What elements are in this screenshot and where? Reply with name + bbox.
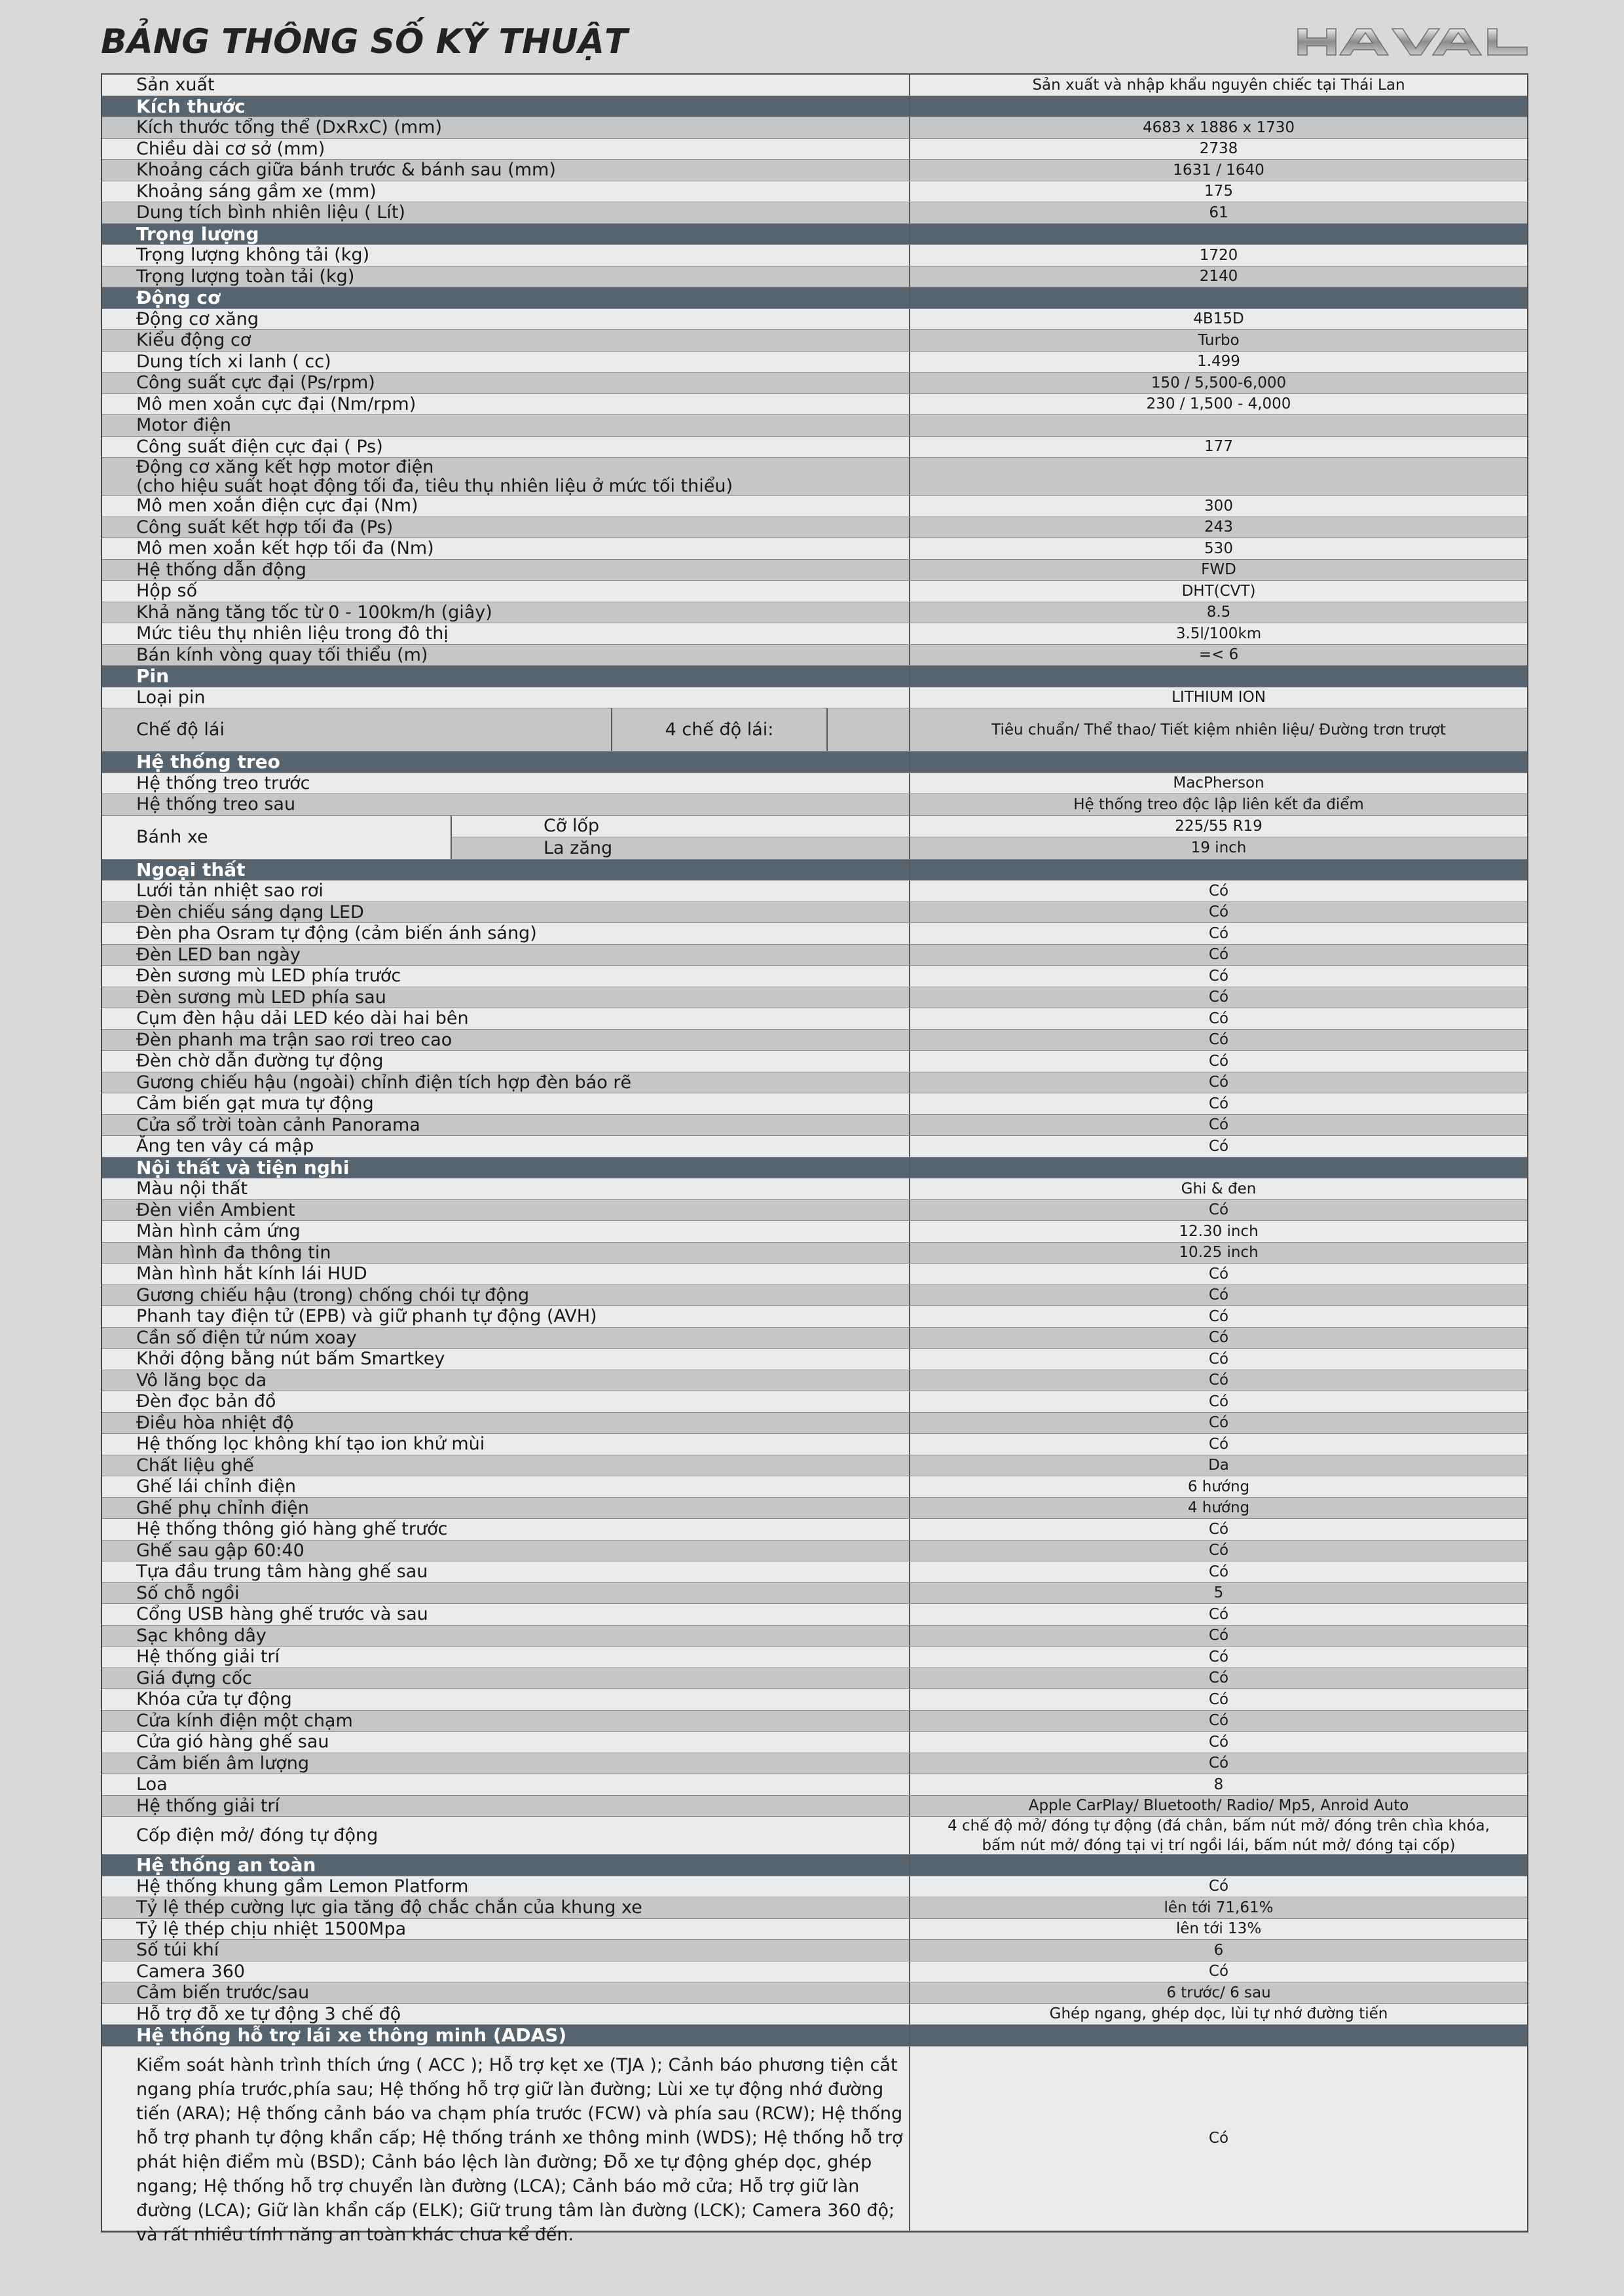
spec-row — [102, 415, 1527, 437]
spec-value: LITHIUM ION — [1172, 689, 1266, 706]
spec-value: Có — [1208, 1137, 1229, 1155]
spec-value: 243 — [1204, 519, 1233, 536]
spec-label: Sạc không dây — [102, 1626, 910, 1647]
spec-value — [910, 458, 1527, 495]
spec-value: Có — [1208, 1648, 1229, 1666]
section-value — [910, 1157, 1527, 1178]
spec-label: Hệ thống khung gầm Lemon Platform — [102, 1876, 910, 1897]
spec-row — [102, 1413, 1527, 1434]
section-header — [102, 2025, 1527, 2047]
spec-label: Ăng ten vây cá mập — [102, 1136, 910, 1157]
spec-label: Loại pin — [102, 687, 910, 708]
spec-value: 4 chế độ mở/ đóng tự động (đá chân, bấm nút mở/ đóng trên chìa khóa, bấm nút mở/ đóng tại vị trí ngồi lái, bấm nút mở/ đóng tại cốp) — [948, 1817, 1490, 1854]
spec-row — [102, 1243, 1527, 1264]
spec-row — [102, 75, 1527, 96]
spec-row — [102, 1689, 1527, 1711]
spec-row — [102, 1982, 1527, 2004]
page-title: BẢNG THÔNG SỐ KỸ THUẬT — [101, 22, 628, 62]
spec-value: Có — [1208, 1116, 1229, 1134]
section-title: Trọng lượng — [102, 224, 910, 245]
spec-label: Mức tiêu thụ nhiên liệu trong đô thị — [102, 623, 910, 644]
spec-value: Có — [1208, 1414, 1229, 1432]
spec-label: Cửa gió hàng ghế sau — [102, 1732, 910, 1753]
spec-label: Dung tích bình nhiên liệu ( Lít) — [102, 202, 910, 223]
spec-row — [102, 1051, 1527, 1072]
spec-value: Có — [1208, 1052, 1229, 1070]
spec-row — [102, 1093, 1527, 1115]
spec-row — [102, 881, 1527, 902]
spec-row — [102, 923, 1527, 945]
tire-size-value: 225/55 R19 — [1175, 817, 1263, 835]
spec-value: Có — [1208, 1563, 1229, 1580]
spec-label: Tựa đầu trung tâm hàng ghế sau — [102, 1561, 910, 1582]
spec-value: Có — [1208, 967, 1229, 985]
section-value — [910, 666, 1527, 687]
spec-label: Mô men xoắn cực đại (Nm/rpm) — [102, 394, 910, 415]
section-title: Hệ thống an toàn — [102, 1855, 910, 1876]
rim-size-row — [452, 837, 1527, 859]
spec-label: Tỷ lệ thép chịu nhiệt 1500Mpa — [102, 1919, 910, 1940]
spec-value: 230 / 1,500 - 4,000 — [1146, 395, 1291, 413]
spec-value: Có — [1208, 1095, 1229, 1112]
spec-label: Camera 360 — [102, 1961, 910, 1982]
section-value — [910, 752, 1527, 773]
spec-value: 530 — [1204, 539, 1233, 557]
spec-value: 150 / 5,500-6,000 — [1151, 374, 1287, 392]
spec-label: Đèn đọc bản đồ — [102, 1391, 910, 1412]
spec-label: Đèn sương mù LED phía sau — [102, 987, 910, 1008]
spec-row — [102, 496, 1527, 517]
spec-label: Hệ thống thông gió hàng ghế trước — [102, 1519, 910, 1540]
spec-row — [102, 1221, 1527, 1243]
tire-size-row — [452, 816, 1527, 837]
spec-label: Số chỗ ngồi — [102, 1583, 910, 1604]
spec-value: Có — [1208, 903, 1229, 921]
spec-row — [102, 1178, 1527, 1200]
spec-value: Có — [1208, 882, 1229, 900]
spec-value: 300 — [1204, 497, 1233, 515]
spec-row — [102, 1030, 1527, 1051]
spec-value: Có — [1208, 1329, 1229, 1347]
spec-row — [102, 266, 1527, 288]
spec-label: Màn hình đa thông tin — [102, 1243, 910, 1264]
spec-label: Vô lăng bọc da — [102, 1370, 910, 1391]
spec-value: 1720 — [1199, 246, 1238, 264]
spec-table — [101, 73, 1528, 2245]
spec-label: Hỗ trợ đỗ xe tự động 3 chế độ — [102, 2004, 910, 2025]
spec-label: Lưới tản nhiệt sao rơi — [102, 881, 910, 902]
spec-label: Mô men xoắn điện cực đại (Nm) — [102, 496, 910, 517]
spec-label: Màu nội thất — [102, 1178, 910, 1199]
spec-row — [102, 309, 1527, 331]
spec-row — [102, 902, 1527, 924]
spec-row — [102, 645, 1527, 666]
spec-row — [102, 773, 1527, 795]
spec-row — [102, 330, 1527, 352]
section-title: Hệ thống hỗ trợ lái xe thông minh (ADAS) — [102, 2025, 910, 2046]
spec-label: Khả năng tăng tốc từ 0 - 100km/h (giây) — [102, 602, 910, 623]
spec-label: Hệ thống giải trí — [102, 1647, 910, 1667]
spec-value: Có — [1208, 1010, 1229, 1027]
spec-row — [102, 245, 1527, 266]
spec-label: Ghế sau gập 60:40 — [102, 1540, 910, 1561]
spec-row — [102, 1328, 1527, 1349]
wheels-label: Bánh xe — [102, 816, 452, 859]
spec-value: Có — [1208, 1669, 1229, 1687]
spec-row — [102, 1349, 1527, 1370]
spec-label: Chiều dài cơ sở (mm) — [102, 139, 910, 160]
spec-row — [102, 1434, 1527, 1455]
spec-row — [102, 1604, 1527, 1626]
section-value — [910, 2025, 1527, 2046]
section-value — [910, 1855, 1527, 1876]
spec-row — [102, 1115, 1527, 1137]
section-header — [102, 1855, 1527, 1876]
spec-value: Ghi & đen — [1181, 1180, 1257, 1197]
section-header — [102, 287, 1527, 309]
spec-value: Hệ thống treo độc lập liên kết đa điểm — [1073, 795, 1364, 813]
spec-label: Khoảng cách giữa bánh trước & bánh sau (mm) — [102, 160, 910, 181]
section-value — [910, 287, 1527, 308]
spec-label: Ghế lái chỉnh điện — [102, 1476, 910, 1497]
spec-row — [102, 1711, 1527, 1732]
spec-row — [102, 394, 1527, 416]
spec-value: Turbo — [1198, 331, 1240, 349]
spec-row — [102, 1008, 1527, 1030]
spec-row — [102, 1647, 1527, 1668]
spec-row — [102, 1796, 1527, 1817]
spec-row — [102, 1897, 1527, 1919]
spec-value: 175 — [1204, 183, 1233, 200]
spec-row — [102, 117, 1527, 139]
spec-row — [102, 1136, 1527, 1157]
spec-label: Đèn chờ dẫn đường tự động — [102, 1051, 910, 1072]
spec-label: Điều hòa nhiệt độ — [102, 1413, 910, 1434]
spec-label: Tỷ lệ thép cường lực gia tăng độ chắc chắn của khung xe — [102, 1897, 910, 1918]
spec-label: Công suất điện cực đại ( Ps) — [102, 437, 910, 458]
section-title: Động cơ — [102, 287, 910, 308]
spec-value: Có — [1208, 1074, 1229, 1091]
spec-value: 1.499 — [1197, 353, 1240, 371]
spec-row — [102, 1940, 1527, 1961]
tire-size-label: Cỡ lốp — [452, 816, 910, 837]
spec-label: Đèn pha Osram tự động (cảm biến ánh sáng) — [102, 923, 910, 944]
spec-label: Hệ thống treo trước — [102, 773, 910, 794]
spec-value: 4683 x 1886 x 1730 — [1142, 118, 1295, 136]
spec-label: Kích thước tổng thể (DxRxC) (mm) — [102, 117, 910, 138]
spec-row — [102, 687, 1527, 709]
adas-features-value: Có — [1208, 2130, 1229, 2147]
spec-row — [102, 560, 1527, 581]
spec-row — [102, 1961, 1527, 1983]
spec-label: Động cơ xăng kết hợp motor điện (cho hiệu suất hoạt động tối đa, tiêu thụ nhiên liệu ở mức tối thiểu) — [102, 458, 910, 495]
spec-value: Có — [1208, 1878, 1229, 1895]
spec-label: Kiểu động cơ — [102, 330, 910, 351]
spec-value: FWD — [1201, 561, 1236, 579]
spec-value: Có — [1208, 1201, 1229, 1219]
spec-label: Cốp điện mở/ đóng tự động — [102, 1817, 910, 1854]
spec-label: Cửa sổ trời toàn cảnh Panorama — [102, 1115, 910, 1136]
spec-row — [102, 202, 1527, 224]
section-header — [102, 666, 1527, 687]
section-title: Pin — [102, 666, 910, 687]
spec-label: Cảm biến âm lượng — [102, 1753, 910, 1774]
spec-row — [102, 1583, 1527, 1605]
spec-row — [102, 437, 1527, 458]
spec-row — [102, 966, 1527, 987]
spec-value: Có — [1208, 989, 1229, 1006]
spec-row — [102, 1498, 1527, 1520]
spec-row — [102, 581, 1527, 602]
spec-label: Khởi động bằng nút bấm Smartkey — [102, 1349, 910, 1370]
spec-label: Công suất cực đại (Ps/rpm) — [102, 373, 910, 393]
spec-label: Cần số điện tử núm xoay — [102, 1328, 910, 1349]
spec-label: Đèn viền Ambient — [102, 1200, 910, 1221]
spec-label: Phanh tay điện tử (EPB) và giữ phanh tự động (AVH) — [102, 1306, 910, 1327]
rim-size-value: 19 inch — [1190, 839, 1247, 856]
section-value — [910, 96, 1527, 117]
spec-row — [102, 1370, 1527, 1392]
spec-value: 177 — [1204, 438, 1233, 456]
spec-value: 5 — [1213, 1584, 1224, 1602]
spec-row — [102, 160, 1527, 181]
spec-row — [102, 1455, 1527, 1477]
spec-value: Sản xuất và nhập khẩu nguyên chiếc tại Thái Lan — [1032, 76, 1405, 94]
spec-label: Cửa kính điện một chạm — [102, 1711, 910, 1732]
spec-value: Có — [1208, 1286, 1229, 1304]
spec-row — [102, 1285, 1527, 1307]
spec-value: Ghép ngang, ghép dọc, lùi tự nhớ đường tiến — [1049, 2005, 1388, 2023]
spec-label: Động cơ xăng — [102, 309, 910, 330]
section-title: Hệ thống treo — [102, 752, 910, 773]
spec-value: lên tới 13% — [1175, 1920, 1262, 1938]
spec-value: Có — [1208, 1265, 1229, 1283]
spec-label: Đèn phanh ma trận sao rơi treo cao — [102, 1030, 910, 1051]
section-value — [910, 224, 1527, 245]
spec-label: Bán kính vòng quay tối thiểu (m) — [102, 645, 910, 666]
spec-row — [102, 794, 1527, 816]
spec-value: 2738 — [1199, 140, 1238, 158]
spec-value: Có — [1208, 1307, 1229, 1325]
spec-label: Gương chiếu hậu (ngoài) chỉnh điện tích hợp đèn báo rẽ — [102, 1072, 910, 1093]
spec-label: Hệ thống lọc không khí tạo ion khử mùi — [102, 1434, 910, 1455]
spec-label: Trọng lượng không tải (kg) — [102, 245, 910, 266]
section-header — [102, 1157, 1527, 1179]
spec-row — [102, 1200, 1527, 1222]
spec-row — [102, 1817, 1527, 1855]
spec-row — [102, 1391, 1527, 1413]
spec-row — [102, 945, 1527, 966]
spec-label: Gương chiếu hậu (trong) chống chói tự động — [102, 1285, 910, 1306]
spec-row — [102, 1476, 1527, 1498]
spec-label: Đèn LED ban ngày — [102, 945, 910, 966]
spec-label: Đèn sương mù LED phía trước — [102, 966, 910, 987]
spec-row — [102, 181, 1527, 203]
spec-row — [102, 2004, 1527, 2026]
spec-value: Có — [1208, 1435, 1229, 1453]
wheels-row — [102, 816, 1527, 860]
section-header — [102, 860, 1527, 881]
spec-value: Có — [1208, 1605, 1229, 1623]
spec-row — [102, 1626, 1527, 1647]
spec-row — [102, 987, 1527, 1009]
spec-row — [102, 139, 1527, 160]
section-header — [102, 224, 1527, 246]
spec-row — [102, 1732, 1527, 1753]
spec-row — [102, 1072, 1527, 1094]
spec-value: Da — [1208, 1457, 1229, 1474]
drive-modes-value: Tiêu chuẩn/ Thể thao/ Tiết kiệm nhiên liệu/ Đường trơn trượt — [991, 721, 1446, 738]
spec-value: Có — [1208, 1627, 1229, 1645]
spec-value: 4 hướng — [1187, 1499, 1250, 1517]
spec-value: 3.5l/100km — [1175, 625, 1262, 642]
section-header — [102, 752, 1527, 773]
spec-label: Hộp số — [102, 581, 910, 602]
spec-label: Giá đựng cốc — [102, 1668, 910, 1689]
spec-row — [102, 602, 1527, 624]
spec-value: Có — [1208, 1755, 1229, 1772]
rim-size-label: La zăng — [452, 837, 910, 859]
spec-label: Màn hình hắt kính lái HUD — [102, 1264, 910, 1285]
drive-modes-row — [102, 708, 1527, 752]
spec-row — [102, 517, 1527, 539]
haval-logo — [1297, 26, 1528, 58]
spec-value: Có — [1208, 1350, 1229, 1368]
spec-value: 8.5 — [1206, 604, 1231, 621]
spec-value: Có — [1208, 1712, 1229, 1730]
spec-label: Cảm biến trước/sau — [102, 1982, 910, 2003]
spec-value: MacPherson — [1173, 774, 1264, 792]
spec-row — [102, 623, 1527, 645]
spec-label: Số túi khí — [102, 1940, 910, 1961]
spec-row — [102, 1876, 1527, 1898]
spec-value — [910, 415, 1527, 436]
spec-row — [102, 1919, 1527, 1941]
spec-value: 6 — [1213, 1941, 1224, 1959]
spec-value: Apple CarPlay/ Bluetooth/ Radio/ Mp5, Anroid Auto — [1028, 1797, 1409, 1815]
spec-label: Mô men xoắn kết hợp tối đa (Nm) — [102, 538, 910, 559]
section-header — [102, 96, 1527, 118]
spec-label: Trọng lượng toàn tải (kg) — [102, 266, 910, 287]
spec-row — [102, 458, 1527, 496]
spec-label: Khóa cửa tự động — [102, 1689, 910, 1710]
spec-row — [102, 352, 1527, 373]
spec-row — [102, 373, 1527, 394]
spec-value: Có — [1208, 1963, 1229, 1980]
spec-value: 4B15D — [1193, 310, 1244, 328]
spec-value: =< 6 — [1198, 646, 1239, 664]
spec-label: Cảm biến gạt mưa tự động — [102, 1093, 910, 1114]
spec-value: 6 trước/ 6 sau — [1166, 1984, 1271, 2001]
spec-value: Có — [1208, 1542, 1229, 1559]
spec-value: Có — [1208, 1372, 1229, 1389]
adas-features-row — [102, 2047, 1527, 2245]
section-title: Ngoại thất — [102, 860, 910, 881]
spec-row — [102, 1264, 1527, 1285]
spec-row — [102, 1540, 1527, 1562]
spec-label: Ghế phụ chỉnh điện — [102, 1498, 910, 1519]
spec-row — [102, 538, 1527, 560]
spec-label: Khoảng sáng gầm xe (mm) — [102, 181, 910, 202]
spec-row — [102, 1753, 1527, 1775]
spec-value: Có — [1208, 1690, 1229, 1708]
spec-label: Cụm đèn hậu dải LED kéo dài hai bên — [102, 1008, 910, 1029]
spec-value: 61 — [1209, 204, 1228, 221]
drive-modes-sublabel: 4 chế độ lái: — [612, 708, 828, 751]
section-title: Kích thước — [102, 96, 910, 117]
spec-value: 2140 — [1199, 268, 1238, 285]
spec-value: lên tới 71,61% — [1164, 1899, 1274, 1916]
drive-modes-label: Chế độ lái — [102, 708, 612, 751]
spec-row — [102, 1668, 1527, 1690]
spec-value: 10.25 inch — [1179, 1244, 1259, 1262]
spec-row — [102, 1774, 1527, 1796]
spec-label: Hệ thống giải trí — [102, 1796, 910, 1817]
spec-value: Có — [1208, 1031, 1229, 1049]
spec-label: Chất liệu ghế — [102, 1455, 910, 1476]
spec-row — [102, 1519, 1527, 1540]
spec-label: Sản xuất — [102, 75, 910, 96]
spec-value: Có — [1208, 1733, 1229, 1751]
spec-value: 8 — [1213, 1776, 1224, 1793]
spec-value: Có — [1208, 1393, 1229, 1410]
spec-value: Có — [1208, 946, 1229, 964]
spec-value: 1631 / 1640 — [1173, 161, 1264, 179]
spec-value: Có — [1208, 924, 1229, 942]
spec-label: Đèn chiếu sáng dạng LED — [102, 902, 910, 923]
drive-modes-spacer — [828, 708, 910, 751]
spec-row — [102, 1561, 1527, 1583]
spec-value: Có — [1208, 1520, 1229, 1538]
spec-label: Loa — [102, 1774, 910, 1795]
spec-value: 12.30 inch — [1179, 1222, 1259, 1240]
spec-label: Công suất kết hợp tối đa (Ps) — [102, 517, 910, 538]
spec-label: Motor điện — [102, 415, 910, 436]
spec-value: 6 hướng — [1187, 1478, 1250, 1495]
adas-features-label: Kiểm soát hành trình thích ứng ( ACC ); Hỗ trợ kẹt xe (TJA ); Cảnh báo phương tiện cắt ngang phía trước,phía sau; Hệ thống hỗ trợ giữ làn đường; Lùi xe tự động nhớ đường tiến (ARA); Hệ thống cảnh báo va chạm phía trước (FCW) và phía sau (RCW); Hệ thống hỗ trợ phanh tự động khẩn cấp; Hệ thống tránh xe thông minh (WDS); Hệ thống hỗ trợ phát hiện điểm mù (BSD); Cảnh báo lệch làn đường; Đỗ xe tự động ghép dọc, ghép ngang; Hệ thống hỗ trợ chuyển làn đường (LCA); Cảnh báo mở cửa; Hỗ trợ giữ làn đường (LCA); Giữ làn khẩn cấp (ELK); Giữ trung tâm làn đường (LCK); Camera 360 độ; và rất nhiều tính năng an toàn khác chưa kể đến. — [102, 2047, 910, 2231]
section-value — [910, 860, 1527, 881]
spec-label: Cổng USB hàng ghế trước và sau — [102, 1604, 910, 1625]
spec-label: Dung tích xi lanh ( cc) — [102, 352, 910, 373]
spec-label: Màn hình cảm ứng — [102, 1221, 910, 1242]
spec-row — [102, 1306, 1527, 1328]
spec-value: DHT(CVT) — [1181, 582, 1256, 600]
spec-label: Hệ thống dẫn động — [102, 560, 910, 581]
section-title: Nội thất và tiện nghi — [102, 1157, 910, 1178]
spec-label: Hệ thống treo sau — [102, 794, 910, 815]
